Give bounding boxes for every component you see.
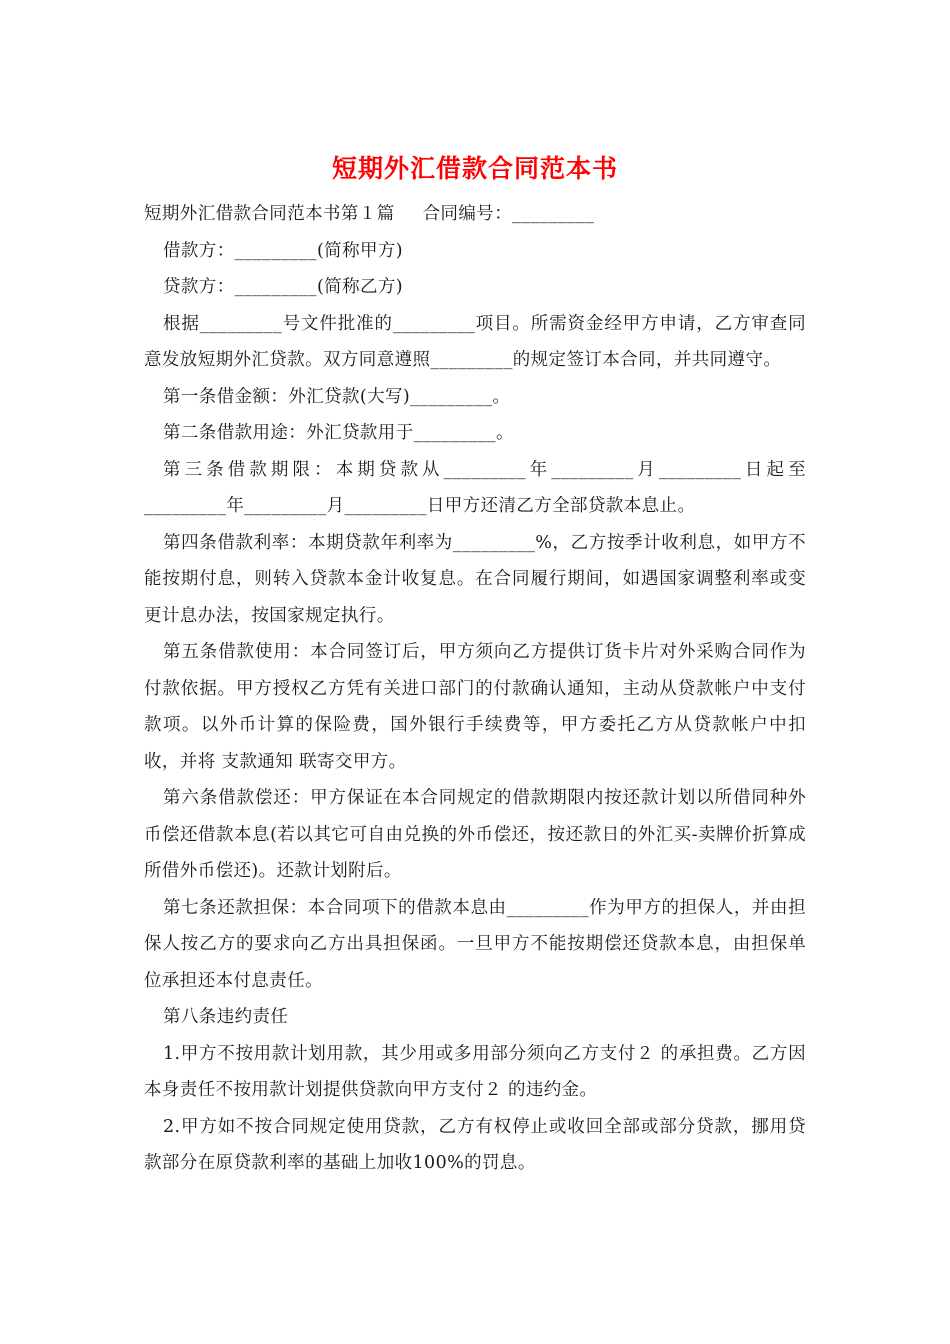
article-7: 第七条还款担保：本合同项下的借款本息由_________作为甲方的担保人，并由担保人按乙方的要求向乙方出具担保函。一旦甲方不能按期偿还贷款本息，由担保单位承担还本付息责任。 xyxy=(144,897,806,991)
article-header: 短期外汇借款合同范本书第１篇 xyxy=(144,204,395,224)
article-6: 第六条借款偿还：甲方保证在本合同规定的借款期限内按还款计划以所借同种外币偿还借款本息(若以其它可自由兑换的外币偿还，按还款日的外汇买-卖牌价折算成所借外币偿还)。还款计划附后。 xyxy=(144,788,806,881)
article-4: 第四条借款利率：本期贷款年利率为_________%，乙方按季计收利息，如甲方不能按期付息，则转入贷款本金计收复息。在合同履行期间，如遇国家调整利率或变更计息办法，按国家规定执行。 xyxy=(144,532,806,626)
preamble-paragraph: 根据_________号文件批准的_________项目。所需资金经甲方申请，乙方审查同意发放短期外汇贷款。双方同意遵照_________的规定签订本合同，并共同遵守。 xyxy=(144,313,806,370)
header-line xyxy=(144,196,806,233)
article-8-heading: 第八条违约责任 xyxy=(163,1007,289,1027)
article-8-item-1: 1.甲方不按用款计划用款，其少用或多用部分须向乙方支付２ 的承担费。乙方因本身责任不按用款计划提供贷款向甲方支付２ 的违约金。 xyxy=(144,1043,806,1100)
document-body xyxy=(144,196,806,1182)
lender-line: 贷款方：_________(简称乙方) xyxy=(163,277,404,297)
article-8-item-2: 2.甲方如不按合同规定使用贷款，乙方有权停止或收回全部或部分贷款，挪用贷款部分在原贷款利率的基础上加收100%的罚息。 xyxy=(144,1116,806,1173)
borrower-line: 借款方：_________(简称甲方) xyxy=(163,240,404,261)
article-2: 第二条借款用途：外汇贷款用于_________。 xyxy=(163,423,514,443)
article-5: 第五条借款使用：本合同签订后，甲方须向乙方提供订货卡片对外采购合同作为付款依据。甲方授权乙方凭有关进口部门的付款确认通知，主动从贷款帐户中支付款项。以外币计算的保险费，国外银行手续费等，甲方委托乙方从贷款帐户中扣收，并将 支款通知 联寄交甲方。 xyxy=(144,642,806,772)
article-3: 第三条借款期限：本期贷款从_________年_________月_________日起至_________年_________月_________日甲方还清乙方全部贷款本息止。 xyxy=(144,459,806,516)
article-1: 第一条借金额：外汇贷款(大写)_________。 xyxy=(163,386,511,407)
contract-number: 合同编号：_________ xyxy=(422,204,595,224)
document-title: 短期外汇借款合同范本书 xyxy=(331,154,618,183)
